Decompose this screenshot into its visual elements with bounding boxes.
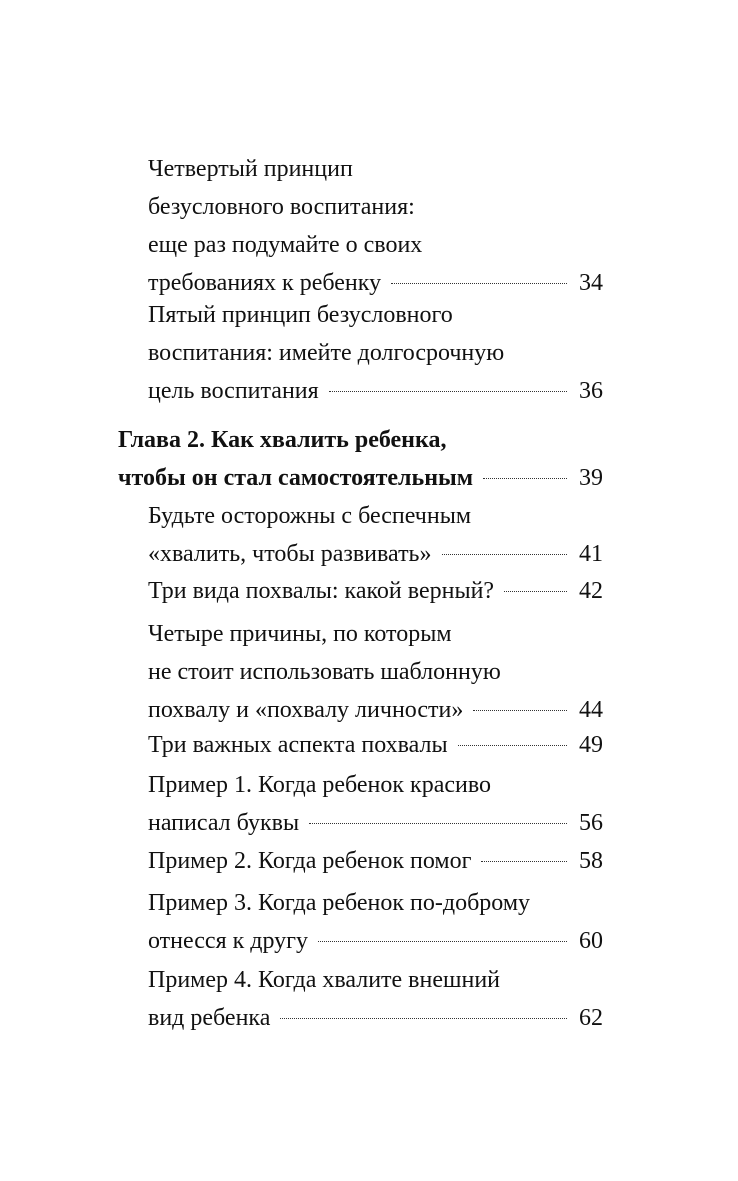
toc-entry-text: Пример 3. Когда ребенок по-доброму bbox=[148, 890, 531, 916]
toc-chapter-2 bbox=[118, 421, 603, 497]
dot-leader bbox=[458, 745, 567, 746]
toc-entry-four-reasons bbox=[148, 615, 603, 729]
dot-leader bbox=[442, 554, 568, 555]
dot-leader bbox=[318, 941, 567, 942]
toc-entry-text: вид ребенка bbox=[148, 1005, 271, 1031]
dot-leader bbox=[329, 391, 567, 392]
dot-leader bbox=[483, 478, 567, 479]
dot-leader bbox=[481, 861, 567, 862]
toc-entry-text: написал буквы bbox=[148, 810, 300, 836]
toc-entry-text: отнесся к другу bbox=[148, 928, 309, 954]
page-number: 41 bbox=[579, 541, 603, 567]
page-number: 49 bbox=[579, 732, 603, 758]
page-number: 56 bbox=[579, 810, 603, 836]
toc-entry-fifth-principle bbox=[148, 296, 603, 410]
page-number: 36 bbox=[579, 378, 603, 404]
toc-entry-example-4 bbox=[148, 961, 603, 1037]
toc-entry-three-aspects bbox=[148, 726, 603, 764]
dot-leader bbox=[309, 823, 567, 824]
dot-leader bbox=[473, 710, 567, 711]
toc-entry-example-2 bbox=[148, 842, 603, 880]
dot-leader bbox=[280, 1018, 567, 1019]
chapter-title: чтобы он стал самостоятельным bbox=[118, 465, 474, 491]
toc-entry-fourth-principle bbox=[148, 150, 603, 302]
toc-entry-careful-praise bbox=[148, 497, 603, 573]
toc-entry-text: похвалу и «похвалу личности» bbox=[148, 697, 464, 723]
toc-entry-text: Четвертый принцип bbox=[148, 156, 353, 182]
dot-leader bbox=[391, 283, 567, 284]
toc-entry-text: Пример 2. Когда ребенок помог bbox=[148, 848, 472, 874]
page-number: 42 bbox=[579, 578, 603, 604]
toc-entry-three-kinds bbox=[148, 572, 603, 610]
chapter-title: Глава 2. Как хвалить ребенка, bbox=[118, 427, 447, 453]
toc-entry-text: требованиях к ребенку bbox=[148, 270, 382, 296]
toc-entry-text: Пример 1. Когда ребенок красиво bbox=[148, 772, 492, 798]
page-number: 34 bbox=[579, 270, 603, 296]
toc-entry-example-3 bbox=[148, 884, 603, 960]
toc-entry-example-1 bbox=[148, 766, 603, 842]
toc-entry-text: еще раз подумайте о своих bbox=[148, 232, 423, 258]
page-number: 39 bbox=[579, 465, 603, 491]
toc-entry-text: цель воспитания bbox=[148, 378, 319, 404]
toc-entry-text: Три важных аспекта похвалы bbox=[148, 732, 448, 758]
toc-entry-text: Три вида похвалы: какой верный? bbox=[148, 578, 495, 604]
toc-entry-text: безусловного воспитания: bbox=[148, 194, 415, 220]
toc-entry-text: Пятый принцип безусловного bbox=[148, 302, 453, 328]
toc-entry-text: Будьте осторожны с беспечным bbox=[148, 503, 472, 529]
toc-entry-text: воспитания: имейте долгосрочную bbox=[148, 340, 505, 366]
page-number: 62 bbox=[579, 1005, 603, 1031]
toc-entry-text: Пример 4. Когда хвалите внешний bbox=[148, 967, 501, 993]
page-number: 58 bbox=[579, 848, 603, 874]
toc-entry-text: не стоит использовать шаблонную bbox=[148, 659, 501, 685]
dot-leader bbox=[504, 591, 567, 592]
toc-entry-text: «хвалить, чтобы развивать» bbox=[148, 541, 432, 567]
toc-entry-text: Четыре причины, по которым bbox=[148, 621, 452, 647]
page-number: 44 bbox=[579, 697, 603, 723]
page-number: 60 bbox=[579, 928, 603, 954]
